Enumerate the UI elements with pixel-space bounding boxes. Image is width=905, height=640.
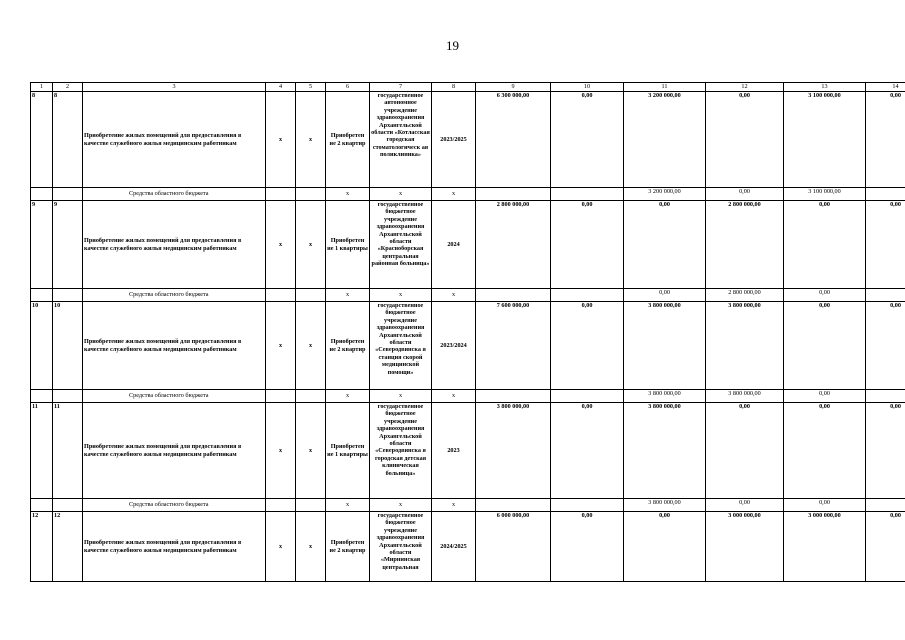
cell-col4: x bbox=[266, 201, 296, 289]
cell-col5: x bbox=[296, 302, 326, 390]
cell-col12: 0,00 bbox=[706, 499, 784, 512]
cell-col11: 3 200 000,00 bbox=[624, 92, 706, 188]
cell-col10: 0,00 bbox=[551, 403, 624, 499]
column-number: 3 bbox=[83, 83, 266, 92]
item-description: Приобретение жилых помещений для предоставления в качестве служебного жилья медицинским работникам bbox=[83, 512, 266, 582]
cell-period: 2023/2025 bbox=[432, 92, 476, 188]
cell-purchase: Приобретен ие 2 квартир bbox=[326, 302, 370, 390]
column-number: 1 bbox=[31, 83, 53, 92]
cell-col4: x bbox=[266, 512, 296, 582]
cell-total: 6 300 000,00 bbox=[476, 92, 551, 188]
cell-col13: 3 100 000,00 bbox=[784, 188, 866, 201]
cell-total: 7 600 000,00 bbox=[476, 302, 551, 390]
row-number: 9 bbox=[31, 201, 53, 289]
cell-col6: x bbox=[326, 499, 370, 512]
cell-institution: государственное бюджетное учреждение здравоохранения Архангельской области «Северодвинска я городская детская клиническая больница» bbox=[370, 403, 432, 499]
cell-col4: x bbox=[266, 92, 296, 188]
cell-col11: 3 200 000,00 bbox=[624, 188, 706, 201]
row-sub-number: 9 bbox=[53, 201, 83, 289]
cell-purchase: Приобретен ие 2 квартир bbox=[326, 512, 370, 582]
cell-col8: x bbox=[432, 499, 476, 512]
row-number: 10 bbox=[31, 302, 53, 390]
table-subrow bbox=[31, 499, 905, 512]
funding-source: Средства областного бюджета bbox=[83, 188, 266, 201]
table-subrow bbox=[31, 390, 905, 403]
column-number: 10 bbox=[551, 83, 624, 92]
row-sub-number: 12 bbox=[53, 512, 83, 582]
item-description: Приобретение жилых помещений для предоставления в качестве служебного жилья медицинским работникам bbox=[83, 403, 266, 499]
cell-col11: 3 800 000,00 bbox=[624, 390, 706, 403]
cell-col10: 0,00 bbox=[551, 302, 624, 390]
cell-period: 2024/2025 bbox=[432, 512, 476, 582]
cell-col14: 0,00 bbox=[866, 302, 905, 390]
cell-col13: 0,00 bbox=[784, 289, 866, 302]
cell-institution: государственное бюджетное учреждение здравоохранения Архангельской области «Красноборская центральная районная больница» bbox=[370, 201, 432, 289]
table-row bbox=[31, 403, 905, 499]
cell-col12: 3 000 000,00 bbox=[706, 512, 784, 582]
cell-col14: 0,00 bbox=[866, 512, 905, 582]
cell-col12: 3 800 000,00 bbox=[706, 302, 784, 390]
cell-col5: x bbox=[296, 92, 326, 188]
cell-col11: 0,00 bbox=[624, 289, 706, 302]
cell-col7: x bbox=[370, 289, 432, 302]
cell-col13: 0,00 bbox=[784, 201, 866, 289]
column-number: 6 bbox=[326, 83, 370, 92]
row-sub-number: 8 bbox=[53, 92, 83, 188]
cell-col11: 3 800 000,00 bbox=[624, 302, 706, 390]
cell-col13: 0,00 bbox=[784, 390, 866, 403]
cell-col11: 0,00 bbox=[624, 201, 706, 289]
cell-col6: x bbox=[326, 390, 370, 403]
cell-col14: 0,00 bbox=[866, 201, 905, 289]
cell-col5: x bbox=[296, 201, 326, 289]
cell-total: 3 800 000,00 bbox=[476, 403, 551, 499]
cell-col7: x bbox=[370, 390, 432, 403]
cell-col8: x bbox=[432, 188, 476, 201]
column-number: 12 bbox=[706, 83, 784, 92]
cell-period: 2023/2024 bbox=[432, 302, 476, 390]
table-subrow bbox=[31, 289, 905, 302]
column-number: 8 bbox=[432, 83, 476, 92]
cell-period: 2024 bbox=[432, 201, 476, 289]
cell-col5: x bbox=[296, 512, 326, 582]
row-number: 12 bbox=[31, 512, 53, 582]
cell-total: 2 800 000,00 bbox=[476, 201, 551, 289]
funding-source: Средства областного бюджета bbox=[83, 289, 266, 302]
table-subrow bbox=[31, 188, 905, 201]
cell-purchase: Приобретен ие 2 квартир bbox=[326, 92, 370, 188]
column-number: 9 bbox=[476, 83, 551, 92]
cell-period: 2023 bbox=[432, 403, 476, 499]
cell-col12: 2 800 000,00 bbox=[706, 201, 784, 289]
cell-col6: x bbox=[326, 289, 370, 302]
cell-col13: 3 000 000,00 bbox=[784, 512, 866, 582]
cell-col12: 0,00 bbox=[706, 92, 784, 188]
column-number: 14 bbox=[866, 83, 905, 92]
page-number: 19 bbox=[446, 38, 459, 53]
table-row bbox=[31, 302, 905, 390]
cell-col13: 3 100 000,00 bbox=[784, 92, 866, 188]
column-number: 4 bbox=[266, 83, 296, 92]
cell-col12: 0,00 bbox=[706, 188, 784, 201]
budget-table bbox=[30, 82, 905, 582]
cell-col12: 2 800 000,00 bbox=[706, 289, 784, 302]
cell-col13: 0,00 bbox=[784, 499, 866, 512]
cell-col6: x bbox=[326, 188, 370, 201]
cell-col4: x bbox=[266, 302, 296, 390]
cell-institution: государственное автономное учреждение здравоохранения Архангельской области «Котласская городская стоматологическ ая поликлиника» bbox=[370, 92, 432, 188]
cell-col14: 0,00 bbox=[866, 92, 905, 188]
cell-col4: x bbox=[266, 403, 296, 499]
cell-col5: x bbox=[296, 403, 326, 499]
cell-col8: x bbox=[432, 390, 476, 403]
cell-purchase: Приобретен ие 1 квартиры bbox=[326, 403, 370, 499]
item-description: Приобретение жилых помещений для предоставления в качестве служебного жилья медицинским работникам bbox=[83, 302, 266, 390]
column-number: 5 bbox=[296, 83, 326, 92]
column-number: 2 bbox=[53, 83, 83, 92]
item-description: Приобретение жилых помещений для предоставления в качестве служебного жилья медицинским работникам bbox=[83, 92, 266, 188]
cell-purchase: Приобретен ие 1 квартиры bbox=[326, 201, 370, 289]
cell-total: 6 000 000,00 bbox=[476, 512, 551, 582]
cell-institution: государственное бюджетное учреждение здравоохранения Архангельской области «Северодвинска я станция скорой медицинской помощи» bbox=[370, 302, 432, 390]
cell-col12: 3 800 000,00 bbox=[706, 390, 784, 403]
cell-col10: 0,00 bbox=[551, 512, 624, 582]
cell-col11: 3 800 000,00 bbox=[624, 403, 706, 499]
funding-source: Средства областного бюджета bbox=[83, 499, 266, 512]
table-row bbox=[31, 201, 905, 289]
cell-col7: x bbox=[370, 188, 432, 201]
header-row bbox=[31, 83, 905, 92]
cell-col10: 0,00 bbox=[551, 201, 624, 289]
cell-col10: 0,00 bbox=[551, 92, 624, 188]
row-sub-number: 11 bbox=[53, 403, 83, 499]
cell-col7: x bbox=[370, 499, 432, 512]
cell-col13: 0,00 bbox=[784, 302, 866, 390]
cell-col11: 3 800 000,00 bbox=[624, 499, 706, 512]
table-row bbox=[31, 512, 905, 582]
column-number: 13 bbox=[784, 83, 866, 92]
item-description: Приобретение жилых помещений для предоставления в качестве служебного жилья медицинским работникам bbox=[83, 201, 266, 289]
column-number: 11 bbox=[624, 83, 706, 92]
cell-institution: государственное бюджетное учреждение здравоохранения Архангельской области «Мирнинская центральная bbox=[370, 512, 432, 582]
cell-col12: 0,00 bbox=[706, 403, 784, 499]
cell-col13: 0,00 bbox=[784, 403, 866, 499]
cell-col8: x bbox=[432, 289, 476, 302]
column-number: 7 bbox=[370, 83, 432, 92]
cell-col11: 0,00 bbox=[624, 512, 706, 582]
cell-col14: 0,00 bbox=[866, 403, 905, 499]
row-number: 8 bbox=[31, 92, 53, 188]
row-sub-number: 10 bbox=[53, 302, 83, 390]
funding-source: Средства областного бюджета bbox=[83, 390, 266, 403]
table-row bbox=[31, 92, 905, 188]
row-number: 11 bbox=[31, 403, 53, 499]
